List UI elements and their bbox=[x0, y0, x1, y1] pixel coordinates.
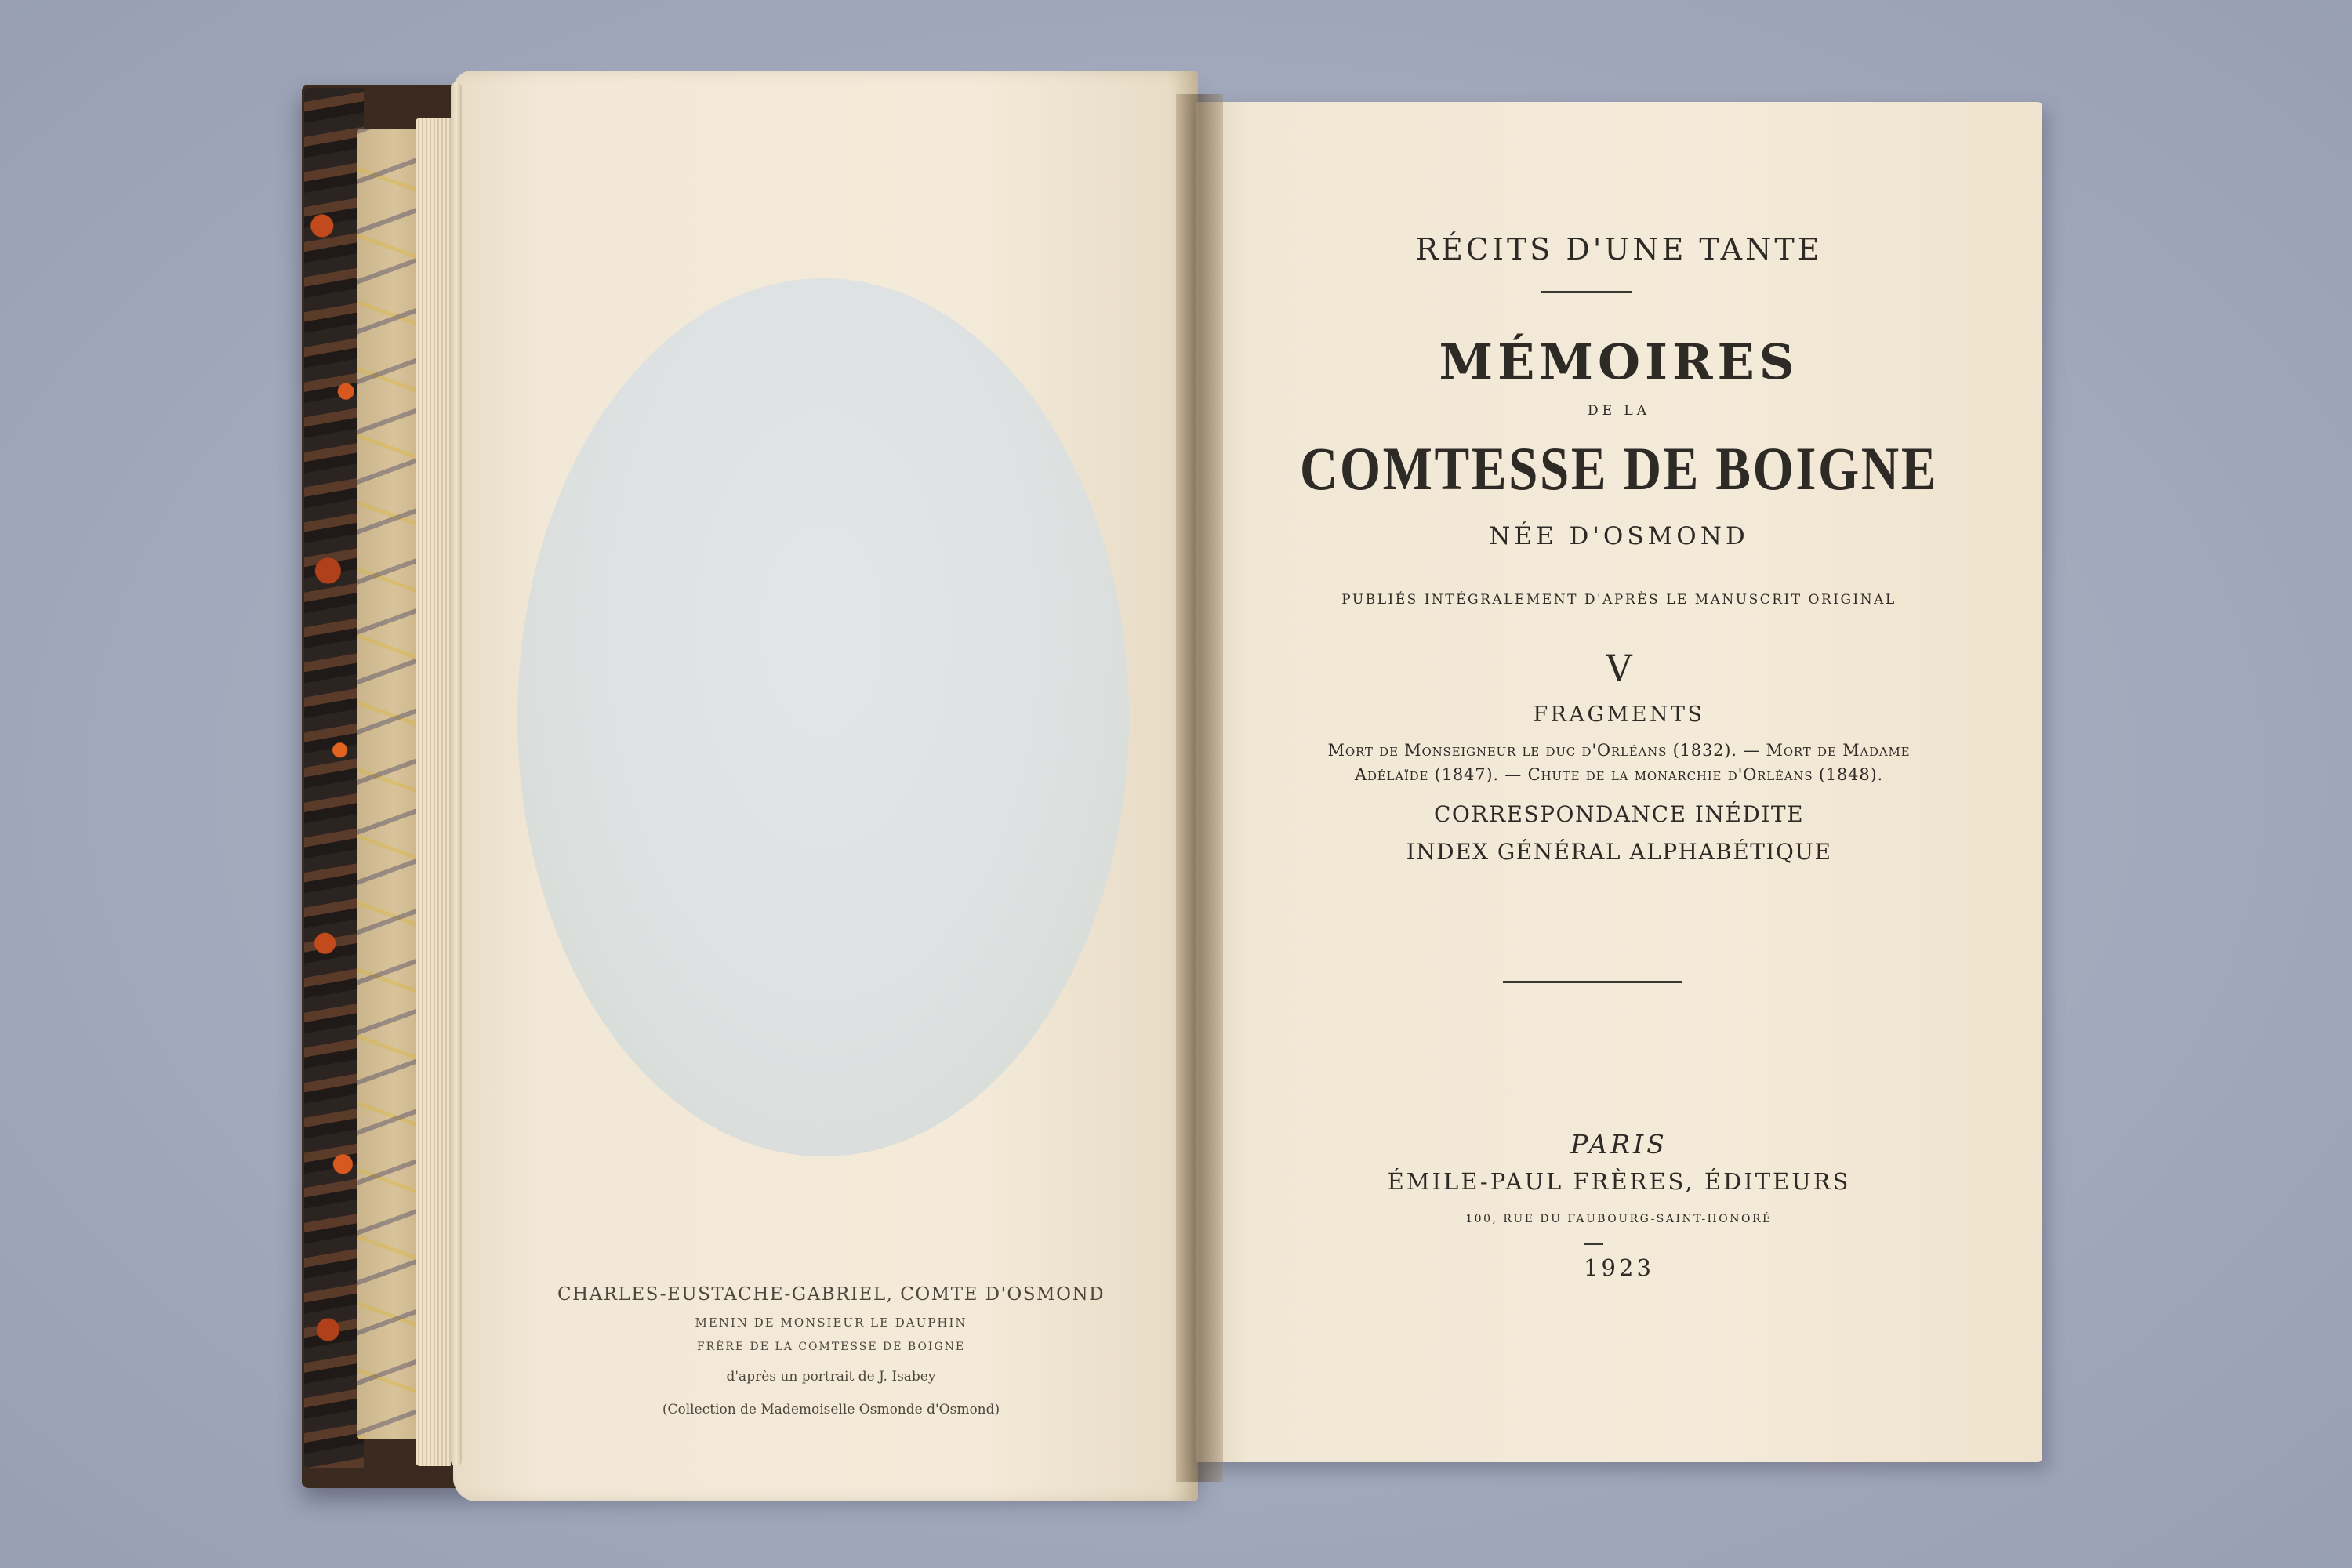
portrait-caption-source: d'après un portrait de J. Isabey bbox=[726, 1369, 936, 1385]
correspondance-line: CORRESPONDANCE INÉDITE bbox=[1433, 801, 1805, 827]
bookmark-ribbon bbox=[451, 82, 462, 1466]
series-title: RÉCITS D'UNE TANTE bbox=[1415, 232, 1823, 267]
publisher-city: PARIS bbox=[1570, 1129, 1668, 1160]
portrait-caption-role: MENIN DE MONSIEUR LE DAUPHIN bbox=[695, 1316, 967, 1330]
publication-year: 1923 bbox=[1584, 1254, 1654, 1281]
portrait-caption-collection: (Collection de Mademoiselle Osmonde d'Osmond) bbox=[662, 1402, 1000, 1417]
index-line: INDEX GÉNÉRAL ALPHABÉTIQUE bbox=[1406, 839, 1832, 865]
divider-rule bbox=[1503, 981, 1682, 983]
page-edges bbox=[416, 118, 451, 1466]
contents-line: Adélaïde (1847). — Chute de la monarchie d'Orléans (1848). bbox=[1355, 765, 1883, 784]
divider-rule bbox=[1584, 1243, 1603, 1245]
marbled-cover-edge bbox=[304, 88, 364, 1468]
portrait-caption-relation: FRÈRE DE LA COMTESSE DE BOIGNE bbox=[696, 1341, 966, 1353]
portrait-caption-name: CHARLES-EUSTACHE-GABRIEL, COMTE D'OSMOND bbox=[557, 1284, 1105, 1305]
fragments-heading: FRAGMENTS bbox=[1533, 702, 1705, 727]
marbled-endpaper bbox=[357, 129, 419, 1439]
title-connector: DE LA bbox=[1587, 403, 1650, 419]
publisher-name: ÉMILE-PAUL FRÈRES, ÉDITEURS bbox=[1387, 1168, 1851, 1195]
contents-line: Mort de Monseigneur le duc d'Orléans (1832). — Mort de Madame bbox=[1327, 741, 1911, 760]
author-birth-name: NÉE D'OSMOND bbox=[1489, 522, 1749, 550]
volume-number: V bbox=[1606, 647, 1632, 689]
publisher-address: 100, RUE DU FAUBOURG-SAINT-HONORÉ bbox=[1465, 1213, 1773, 1225]
publication-note: PUBLIÉS INTÉGRALEMENT D'APRÈS LE MANUSCRIT ORIGINAL bbox=[1341, 592, 1896, 608]
book-title: MÉMOIRES bbox=[1439, 333, 1799, 390]
faded-portrait-oval bbox=[517, 278, 1129, 1156]
divider-rule bbox=[1541, 291, 1632, 293]
author-name: COMTESSE DE BOIGNE bbox=[1299, 434, 1939, 503]
